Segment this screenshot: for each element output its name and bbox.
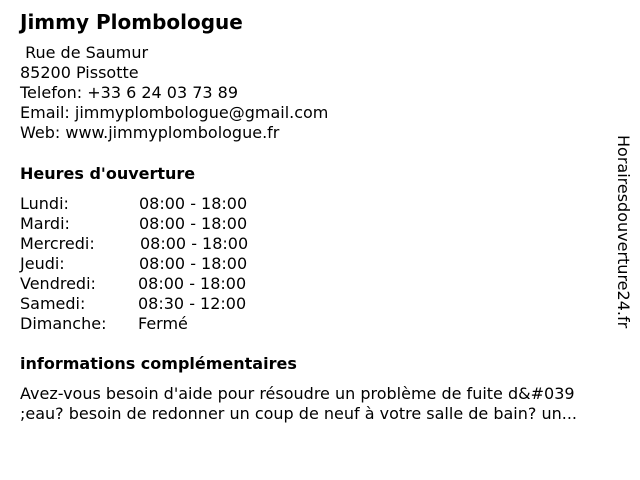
web-line: Web: www.jimmyplombologue.fr [20,123,280,142]
day-label: Mardi: [20,214,70,233]
email-line: Email: jimmyplombologue@gmail.com [20,103,329,122]
site-watermark: Horairesdouverture24.fr [614,135,633,329]
day-label: Lundi: [20,194,69,213]
day-label: Dimanche: [20,314,107,333]
time-range: Fermé [138,314,188,333]
day-label: Vendredi: [20,274,96,293]
phone-line: Telefon: +33 6 24 03 73 89 [20,83,239,102]
business-name: Jimmy Plombologue [20,10,243,34]
info-text-line: Avez-vous besoin d'aide pour résoudre un problème de fuite d&#039 [20,384,575,403]
info-text-line: ;eau? besoin de redonner un coup de neuf à votre salle de bain? un... [20,404,577,423]
additional-info-text [20,384,630,424]
time-range: 08:00 - 18:00 [139,254,248,273]
day-label: Mercredi: [20,234,95,253]
day-label: Samedi: [20,294,86,313]
time-range: 08:00 - 18:00 [139,194,248,213]
time-range: 08:30 - 12:00 [138,294,247,313]
time-range: 08:00 - 18:00 [140,234,249,253]
opening-hours-heading: Heures d'ouverture [20,164,196,183]
postal-city: 85200 Pissotte [20,63,139,82]
day-label: Jeudi: [20,254,65,273]
time-range: 08:00 - 18:00 [138,274,247,293]
address-block [20,43,328,143]
street-address: Rue de Saumur [20,43,149,62]
additional-info-heading: informations complémentaires [20,354,297,373]
time-range: 08:00 - 18:00 [139,214,248,233]
